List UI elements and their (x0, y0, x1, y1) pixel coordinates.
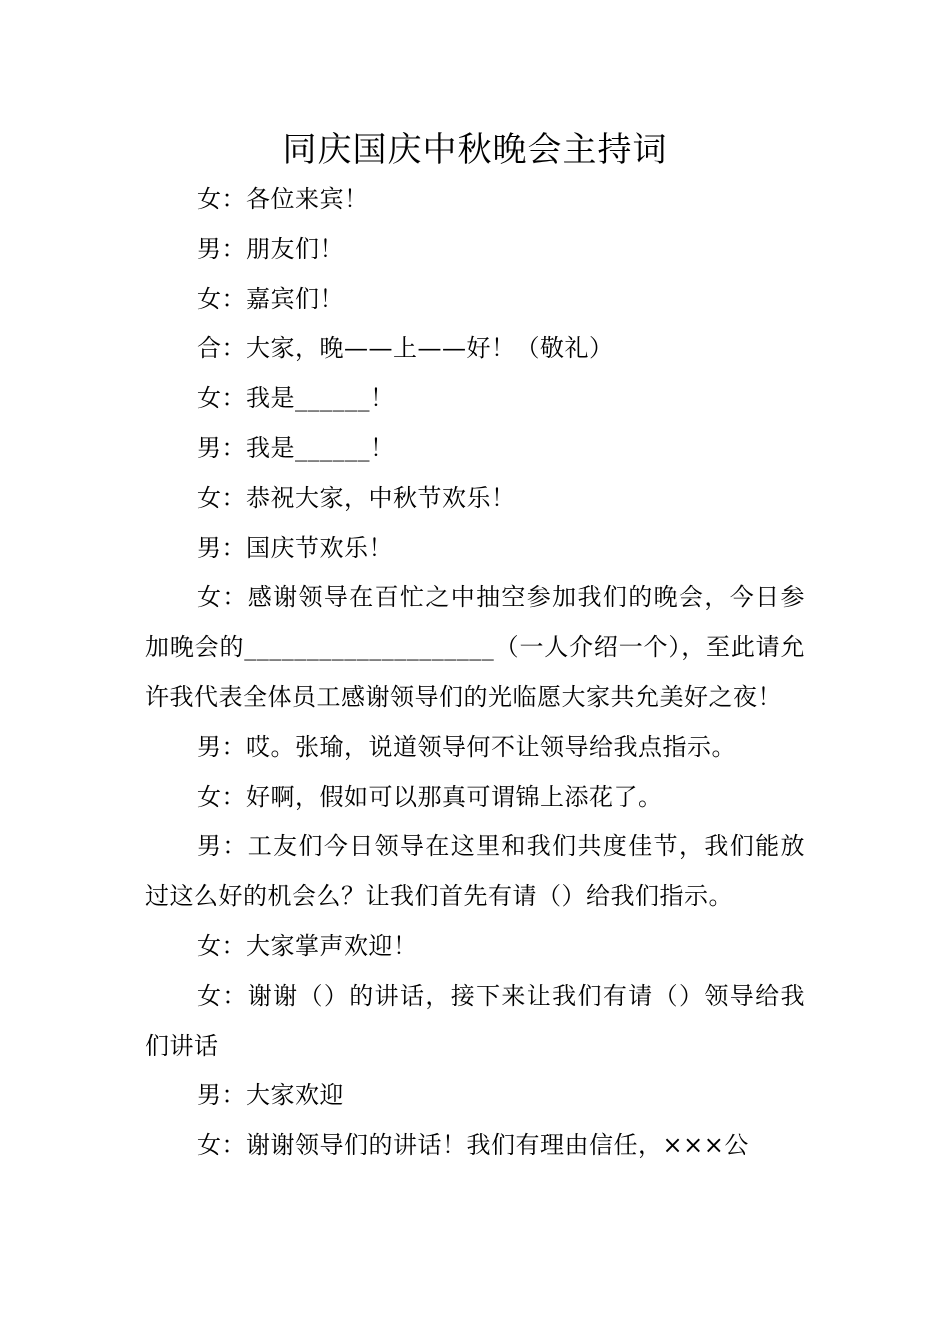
paragraph: 女：嘉宾们！ (197, 284, 344, 313)
paragraph: 男：国庆节欢乐！ (197, 533, 393, 562)
paragraph: 男：大家欢迎 (197, 1081, 344, 1110)
paragraph: 女：谢谢（）的讲话，接下来让我们有请（）领导给我们讲话 (145, 981, 805, 1060)
paragraph: 女：各位来宾！ (197, 185, 369, 213)
paragraph: 女：好啊，假如可以那真可谓锦上添花了。 (197, 782, 663, 811)
paragraph: 女：恭祝大家，中秋节欢乐！ (197, 483, 516, 512)
paragraph: 男：哎。张瑜，说道领导何不让领导给我点指示。 (197, 732, 736, 761)
paragraph: 男：工友们今日领导在这里和我们共度佳节，我们能放过这么好的机会么？让我们首先有请（）给我们指示。 (145, 832, 805, 911)
paragraph: 男：朋友们！ (197, 234, 344, 263)
document-body (145, 175, 805, 1171)
paragraph: 女：大家掌声欢迎！ (197, 931, 418, 960)
document-title: 同庆国庆中秋晚会主持词 (282, 130, 668, 170)
paragraph: 女：谢谢领导们的讲话！我们有理由信任，×××公 (197, 1131, 749, 1160)
paragraph: 女：感谢领导在百忙之中抽空参加我们的晚会，今日参加晚会的____________________（一人介绍一个），至此请允许我代表全体员工感谢领导们的光临愿大家共允美好之夜！ (145, 583, 805, 711)
paragraph: 合：大家，晚——上——好！（敬礼） (197, 334, 614, 363)
paragraph: 男：我是______！ (197, 433, 395, 462)
paragraph: 女：我是______！ (197, 384, 395, 413)
